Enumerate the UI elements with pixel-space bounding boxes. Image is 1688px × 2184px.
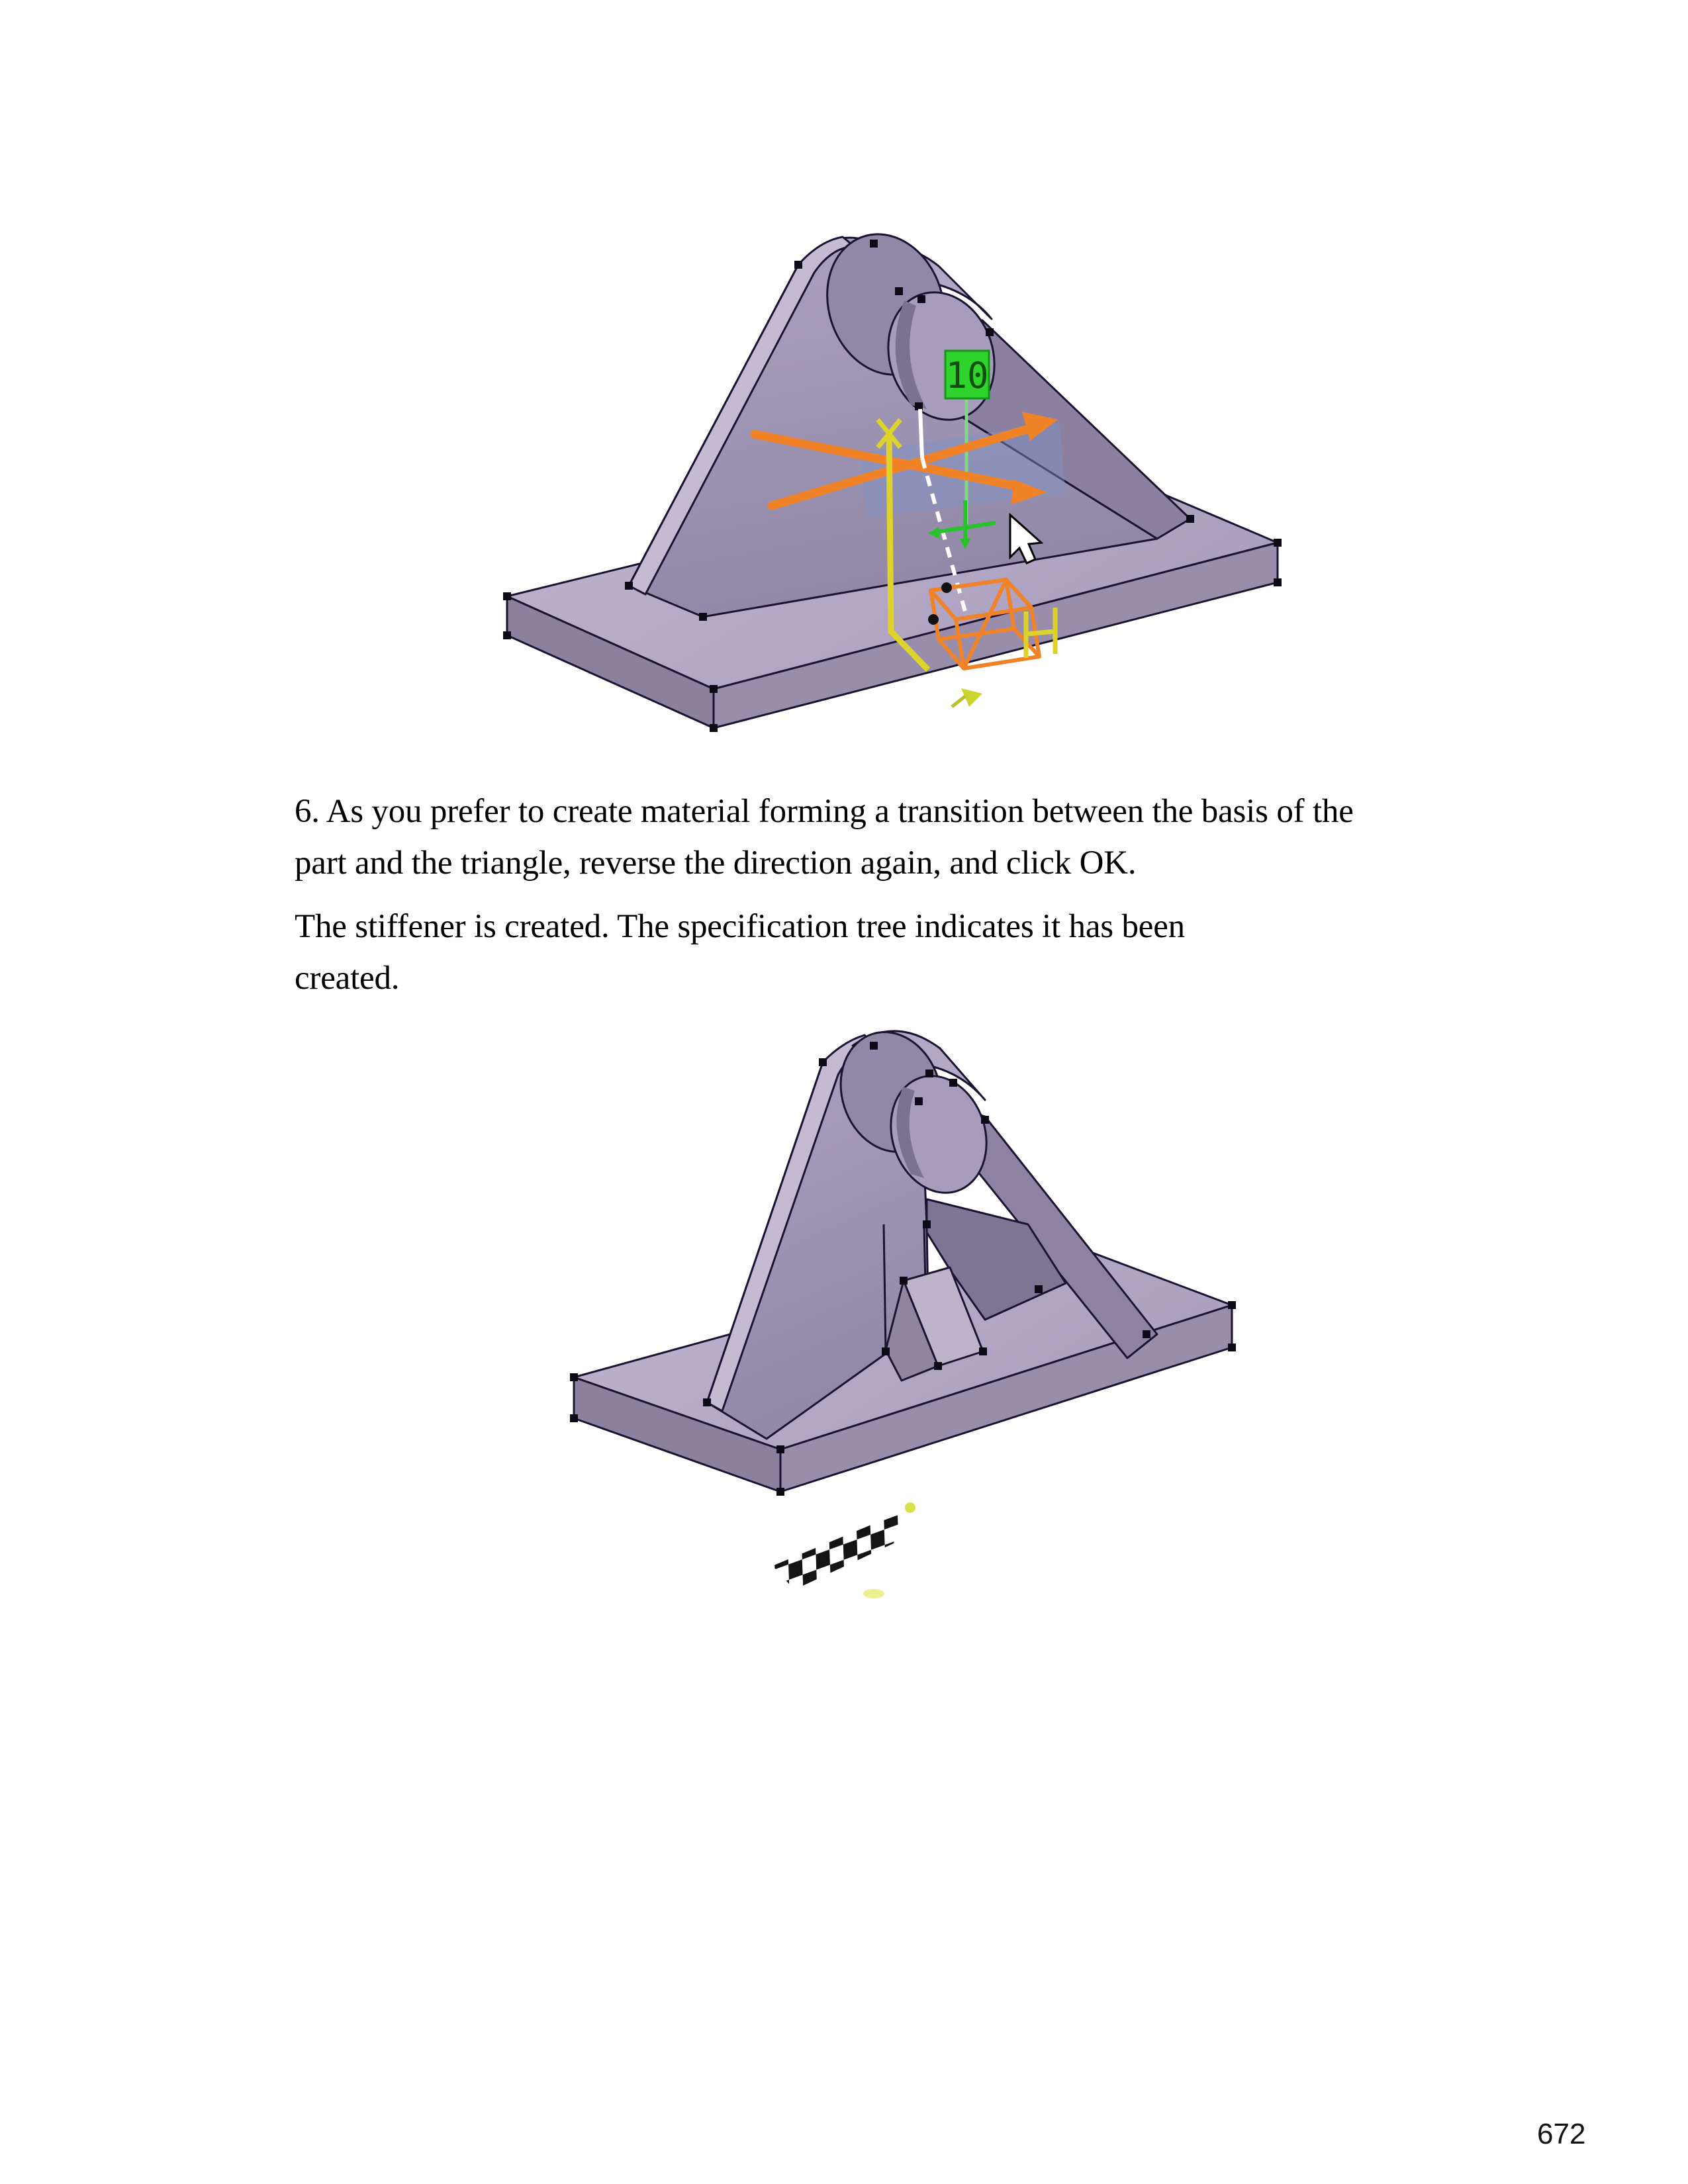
manipulator-arrow-icon — [952, 688, 982, 707]
step-paragraph-line-2: part and the triangle, reverse the direction again, and click OK. — [295, 844, 1137, 882]
figure-stiffener-direction-preview — [502, 233, 1296, 762]
page-number: 672 — [1537, 2118, 1586, 2150]
step-paragraph-line-1: 6. As you prefer to create material forming a transition between the basis of the — [295, 793, 1354, 830]
dimension-label — [945, 351, 989, 398]
dimension-value: 10 — [945, 355, 989, 396]
result-paragraph-line-2: created. — [295, 960, 400, 997]
result-paragraph-line-1: The stiffener is created. The specification tree indicates it has been — [295, 908, 1185, 945]
figure-stiffener-created — [561, 994, 1276, 1629]
checkered-flag-icon — [773, 1502, 915, 1598]
